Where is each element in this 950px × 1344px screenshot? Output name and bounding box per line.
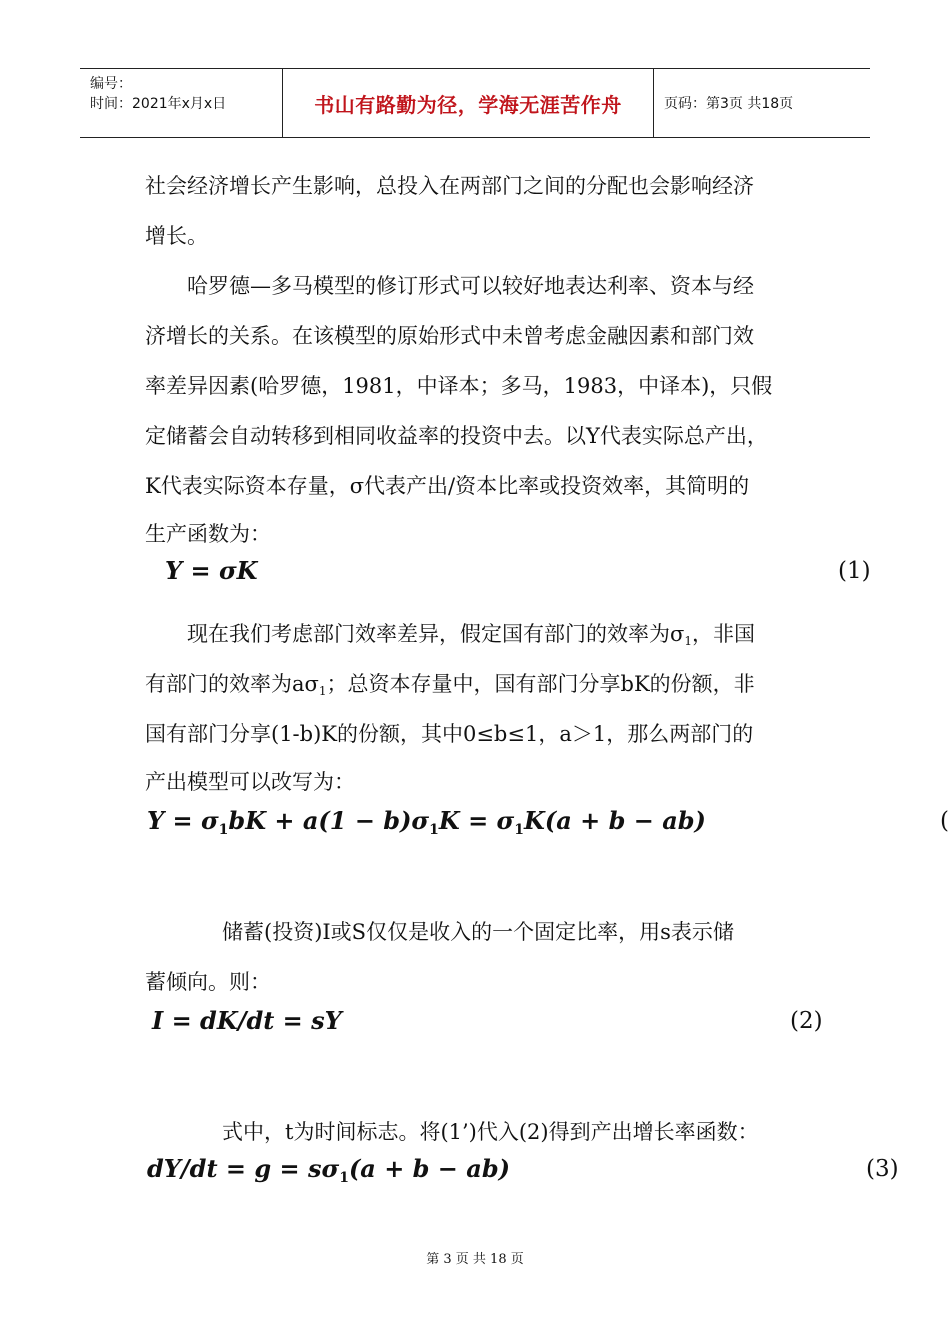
- body-line-10: 有部门的效率为$a\sigma_1$；总资本存量中，国有部门分享bK的份额，非: [145, 672, 755, 698]
- equation-4-number: (3): [866, 1156, 899, 1182]
- body-line-11: 国有部门分享(1-b)K的份额，其中0≤b≤1，a＞1，那么两部门的: [145, 722, 754, 746]
- body-line-2: 增长。: [145, 224, 208, 248]
- body-line-15: 式中，t为时间标志。将(1’)代入(2)得到产出增长率函数：: [222, 1120, 759, 1144]
- body-line-9: 现在我们考虑部门效率差异，假定国有部门的效率为$\sigma_1$，非国: [187, 622, 755, 648]
- body-line-5: 率差异因素(哈罗德，1981，中译本；多马，1983，中译本)，只假: [145, 374, 773, 398]
- code-label: 编号：: [90, 76, 132, 92]
- equation-1-number: (1): [838, 558, 871, 584]
- date-label: 时间：2021年x月x日: [90, 96, 227, 112]
- body-line-6: 定储蓄会自动转移到相同收益率的投资中去。以Y代表实际总产出，: [145, 424, 768, 448]
- equation-4: $dY/dt = g = s\sigma_1(a + b - ab)$: [147, 1154, 510, 1186]
- body-line-7: K代表实际资本存量，σ代表产出/资本比率或投资效率，其简明的: [145, 474, 750, 498]
- page-label: 页码：第3页 共18页: [664, 96, 794, 112]
- motto-text: 书山有路勤为径，学海无涯苦作舟: [314, 92, 622, 117]
- body-line-3: 哈罗德—多马模型的修订形式可以较好地表达利率、资本与经: [187, 274, 754, 298]
- equation-1: Y = σK: [165, 556, 258, 585]
- page-footer: 第 3 页 共 18 页: [426, 1252, 524, 1267]
- header-motto-cell: [283, 69, 654, 137]
- body-line-1: 社会经济增长产生影响，总投入在两部门之间的分配也会影响经济: [145, 174, 754, 198]
- body-line-4: 济增长的关系。在该模型的原始形式中未曾考虑金融因素和部门效: [145, 324, 754, 348]
- body-line-12: 产出模型可以改写为：: [145, 770, 355, 794]
- equation-2-number: (: [940, 808, 949, 834]
- equation-3: I = dK/dt = sY: [152, 1006, 342, 1035]
- body-line-13: 储蓄(投资)I或S仅仅是收入的一个固定比率，用s表示储: [222, 920, 734, 944]
- equation-2: $Y = \sigma_1bK + a(1 - b)\sigma_1K = \sigma_1K(a + b - ab)$: [147, 806, 706, 838]
- page-header: [80, 68, 870, 138]
- body-line-8: 生产函数为：: [145, 522, 271, 546]
- header-page-cell: [654, 69, 870, 137]
- body-line-14: 蓄倾向。则：: [145, 970, 271, 994]
- equation-3-number: (2): [790, 1008, 823, 1034]
- header-meta-cell: [80, 69, 283, 137]
